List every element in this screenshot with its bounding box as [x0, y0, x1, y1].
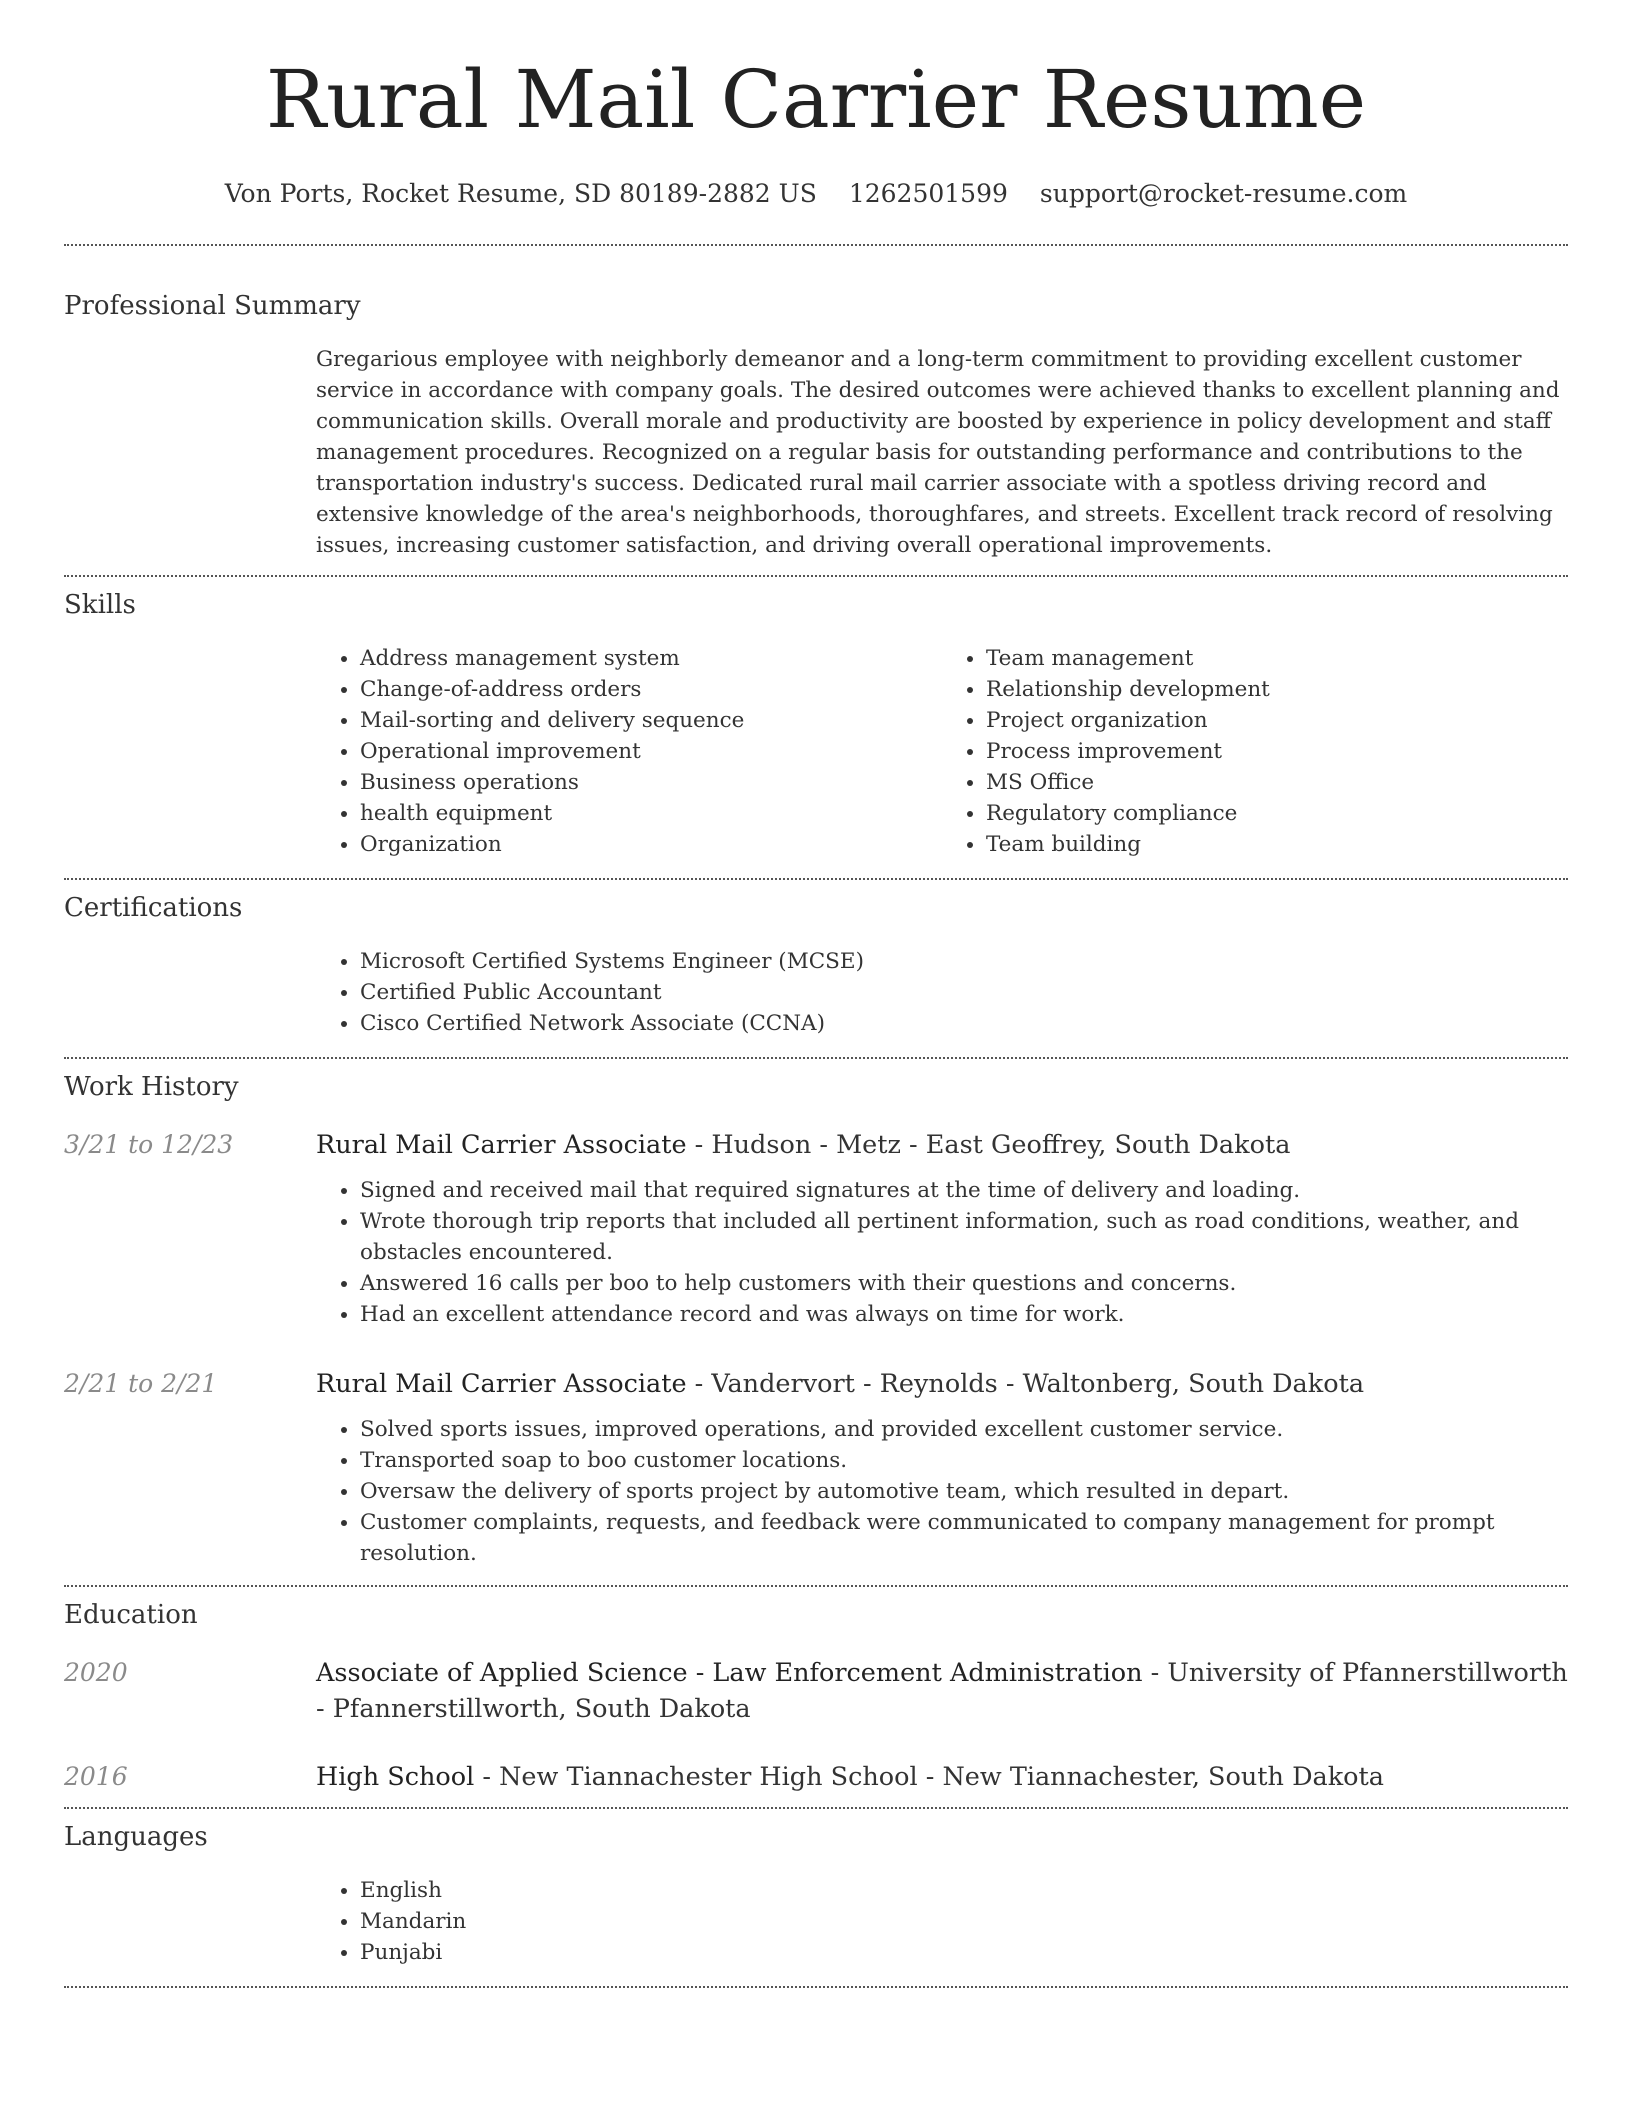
section-heading-summary: Professional Summary: [64, 291, 361, 321]
education-section: [64, 1587, 1568, 1807]
section-divider: [64, 1986, 1568, 1988]
resume-title: Rural Mail Carrier Resume: [265, 53, 1367, 146]
language-item: • Punjabi: [360, 1937, 1568, 1968]
education-heading: [316, 1759, 1384, 1795]
job-bullet: • Wrote thorough trip reports that included all pertinent information, such as road conditions, weather, and obstacles encountered.: [360, 1206, 1568, 1268]
skill-item: • Change-of-address orders: [360, 674, 942, 705]
skill-item: • Team management: [986, 643, 1568, 674]
skills-columns: [316, 643, 1568, 878]
skill-item: • health equipment: [360, 798, 942, 829]
job-entry: [64, 1366, 1568, 1402]
education-degree: Associate of Applied Science - Law Enforcement Administration: [316, 1658, 1143, 1688]
contact-address: Von Ports, Rocket Resume, SD 80189-2882 US: [224, 179, 817, 208]
job-bullet-list: [316, 1175, 1568, 1330]
skill-item: • Relationship development: [986, 674, 1568, 705]
summary-body: [316, 344, 1568, 575]
languages-list: [316, 1875, 1568, 1968]
section-heading-work: Work History: [64, 1072, 239, 1102]
job-bullet: • Oversaw the delivery of sports project by automotive team, which resulted in depart.: [360, 1476, 1568, 1507]
job-bullet: • Answered 16 calls per boo to help customers with their questions and concerns.: [360, 1268, 1568, 1299]
education-heading: [316, 1655, 1568, 1727]
education-school: - New Tiannachester High School - New Tiannachester, South Dakota: [474, 1762, 1384, 1792]
job-heading: [316, 1127, 1290, 1163]
certifications-list: [316, 946, 1568, 1039]
job-bullet: • Signed and received mail that required signatures at the time of delivery and loading.: [360, 1175, 1568, 1206]
certification-item: • Microsoft Certified Systems Engineer (MCSE): [360, 946, 1568, 977]
section-heading-education: Education: [64, 1600, 198, 1630]
job-title: Rural Mail Carrier Associate: [316, 1369, 687, 1399]
job-heading: [316, 1366, 1364, 1402]
work-history-section: [64, 1059, 1568, 1585]
skill-item: • Mail-sorting and delivery sequence: [360, 705, 942, 736]
job-employer: - Vandervort - Reynolds - Waltonberg, South Dakota: [686, 1369, 1365, 1399]
certification-item: • Certified Public Accountant: [360, 977, 1568, 1008]
skill-item: • Business operations: [360, 767, 942, 798]
skills-list-right: [942, 643, 1568, 860]
job-employer: - Hudson - Metz - East Geoffrey, South Dakota: [686, 1130, 1291, 1160]
job-bullet: • Solved sports issues, improved operations, and provided excellent customer service.: [360, 1414, 1568, 1445]
skills-list-left: [316, 643, 942, 860]
skill-item: • Project organization: [986, 705, 1568, 736]
section-heading-skills: Skills: [64, 590, 136, 620]
section-heading-certifications: Certifications: [64, 893, 243, 923]
language-item: • English: [360, 1875, 1568, 1906]
education-degree: High School: [316, 1762, 475, 1792]
section-heading-languages: Languages: [64, 1822, 208, 1852]
education-entry: [64, 1655, 1568, 1727]
contact-line: [64, 178, 1568, 210]
education-school: - University of Pfannerstillworth - Pfannerstillworth, South Dakota: [316, 1658, 1568, 1724]
summary-section: [64, 246, 1568, 575]
job-date: 3/21 to 12/23: [64, 1130, 234, 1159]
skills-section: [64, 577, 1568, 878]
job-bullet: • Had an excellent attendance record and was always on time for work.: [360, 1299, 1568, 1330]
contact-phone: 1262501599: [848, 179, 1008, 208]
languages-body: [316, 1875, 1568, 1986]
language-item: • Mandarin: [360, 1906, 1568, 1937]
summary-text: Gregarious employee with neighborly demeanor and a long-term commitment to providing excellent customer service in accordance with company goals. The desired outcomes were achieved thanks to excellent planning and communication skills. Overall morale and productivity are boosted by experience in policy development and staff management procedures. Recognized on a regular basis for outstanding performance and contributions to the transportation industry's success. Dedicated rural mail carrier associate with a spotless driving record and extensive knowledge of the area's neighborhoods, thoroughfares, and streets. Excellent track record of resolving issues, increasing customer satisfaction, and driving overall operational improvements.: [316, 347, 1560, 558]
job-date: 2/21 to 2/21: [64, 1369, 218, 1398]
job-bullet: • Transported soap to boo customer locations.: [360, 1445, 1568, 1476]
job-bullets: [316, 1414, 1568, 1585]
skill-item: • Organization: [360, 829, 942, 860]
education-entry: [64, 1759, 1568, 1807]
skill-item: • Process improvement: [986, 736, 1568, 767]
skill-item: • Address management system: [360, 643, 942, 674]
skill-item: • Operational improvement: [360, 736, 942, 767]
job-entry: [64, 1127, 1568, 1163]
job-bullets: [316, 1175, 1568, 1366]
job-title: Rural Mail Carrier Associate: [316, 1130, 687, 1160]
certification-item: • Cisco Certified Network Associate (CCNA): [360, 1008, 1568, 1039]
certifications-section: [64, 880, 1568, 1057]
certifications-body: [316, 946, 1568, 1057]
job-bullet: • Customer complaints, requests, and feedback were communicated to company management for prompt resolution.: [360, 1507, 1568, 1569]
job-bullet-list: [316, 1414, 1568, 1569]
contact-email[interactable]: support@rocket-resume.com: [1039, 179, 1408, 208]
languages-section: [64, 1809, 1568, 1986]
education-date: 2016: [64, 1762, 128, 1791]
skill-item: • Team building: [986, 829, 1568, 860]
education-date: 2020: [64, 1658, 128, 1687]
skill-item: • Regulatory compliance: [986, 798, 1568, 829]
skill-item: • MS Office: [986, 767, 1568, 798]
